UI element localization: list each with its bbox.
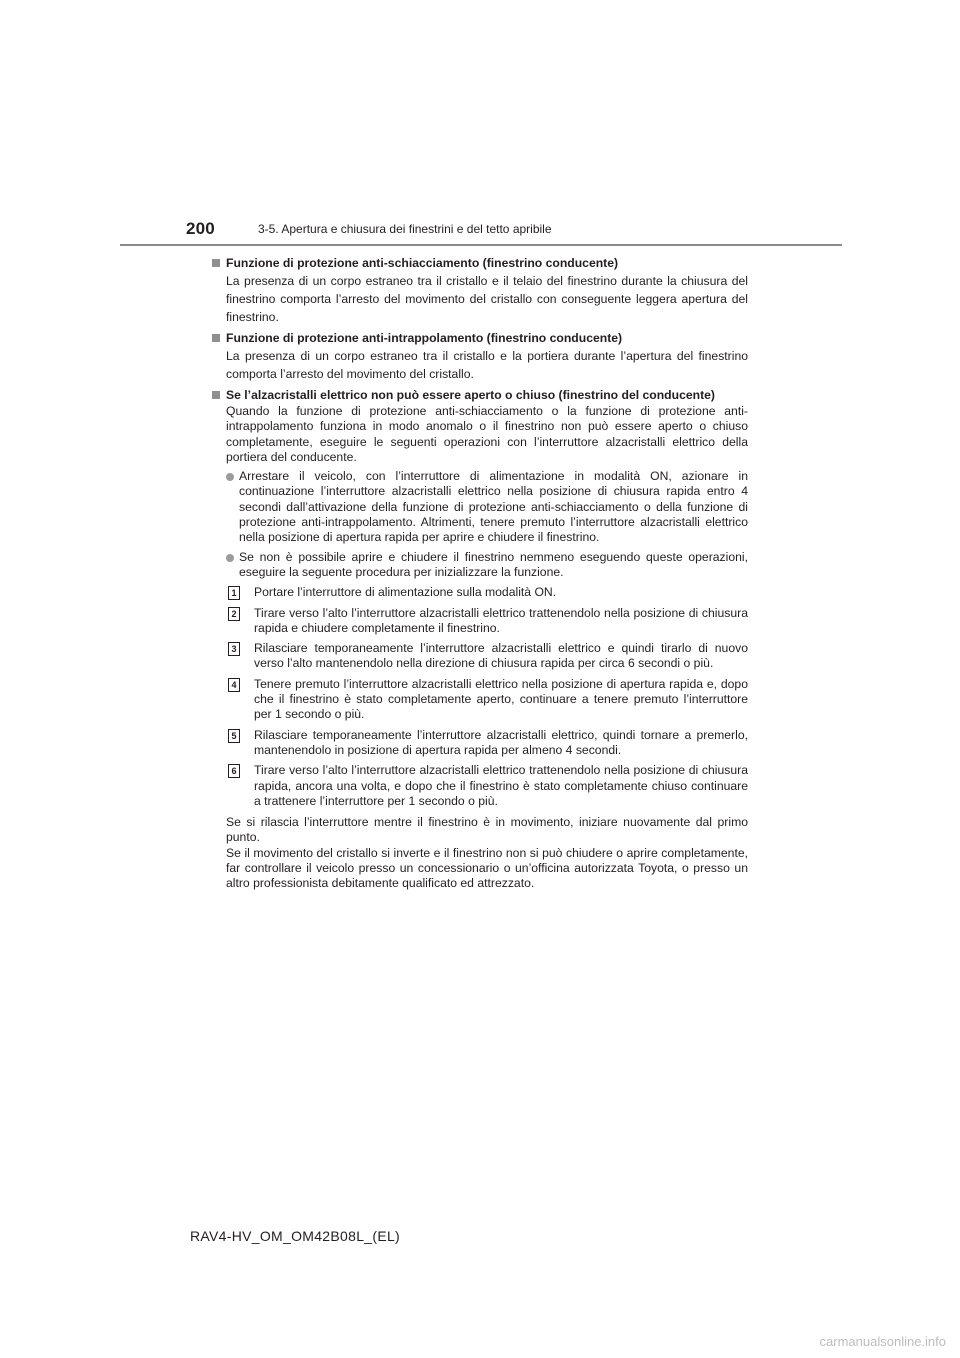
section-text: La presenza di un corpo estraneo tra il cristallo e la portiera durante l’apertura del finestrino comporta l’arresto del movimento del cristallo.	[226, 349, 748, 381]
procedure-step	[228, 585, 748, 600]
procedure-step	[228, 763, 748, 809]
document-code: RAV4-HV_OM_OM42B08L_(EL)	[190, 1228, 401, 1244]
procedure-step	[228, 677, 748, 723]
square-bullet-icon	[212, 391, 220, 399]
watermark: carmanualsonline.info	[819, 1334, 946, 1349]
step-number: 6	[228, 764, 240, 778]
procedure-step	[228, 728, 748, 759]
section-anti-entrapment	[212, 329, 748, 383]
square-bullet-icon	[212, 334, 220, 342]
round-bullet-icon	[226, 473, 234, 481]
step-number: 1	[228, 586, 240, 600]
step-text: Rilasciare temporaneamente l’interruttore alzacristalli elettrico e quindi tirarlo di nuovo verso l’alto mantenendolo nella direzione di chiusura rapida per circa 6 secondi o più.	[254, 641, 748, 671]
page-header	[186, 219, 846, 247]
step-number: 5	[228, 729, 240, 743]
section-title: 3-5. Apertura e chiusura dei finestrini e del tetto apribile	[258, 222, 552, 236]
step-text: Rilasciare temporaneamente l’interruttore alzacristalli elettrico, quindi tornare a premerlo, mantenendolo in posizione di apertura rapida per almeno 4 secondi.	[254, 727, 748, 757]
procedure-step	[228, 606, 748, 637]
page-content	[212, 254, 748, 895]
step-text: Portare l’interruttore di alimentazione sulla modalità ON.	[254, 585, 557, 600]
section-heading: Funzione di protezione anti-schiacciamento (finestrino conducente)	[212, 254, 748, 272]
page-number: 200	[186, 219, 215, 238]
section-window-malfunction	[212, 386, 748, 892]
step-text: Tirare verso l’alto l’interruttore alzacristalli elettrico trattenendolo nella posizione di chiusura rapida, ancora una volta, e dopo che il finestrino è stato completamente chiuso continuare a trattenere l’interruttore per 1 secondo o più.	[254, 763, 748, 808]
round-bullet-icon	[226, 554, 234, 562]
step-number: 4	[228, 678, 240, 692]
square-bullet-icon	[212, 259, 220, 267]
note-line: Se si rilascia l’interruttore mentre il finestrino è in movimento, iniziare nuovamente dal primo punto.	[226, 815, 748, 845]
section-text: Quando la funzione di protezione anti-schiacciamento o la funzione di protezione anti-intrappolamento funziona in modo anomalo o il finestrino non può essere aperto o chiuso completamente, eseguire le seguenti operazioni con l’interruttore alzacristalli elettrico della portiera del conducente.	[226, 404, 748, 464]
procedure-step	[228, 641, 748, 672]
note-line: Se il movimento del cristallo si inverte e il finestrino non si può chiudere o aprire completamente, far controllare il veicolo presso un concessionario o un’officina autorizzata Toyota, o presso un altro professionista debitamente qualificato ed attrezzato.	[226, 845, 748, 891]
step-number: 3	[228, 642, 240, 656]
procedure-note	[226, 815, 748, 891]
header-divider	[120, 244, 842, 246]
list-item: Arrestare il veicolo, con l’interruttore di alimentazione in modalità ON, azionare in continuazione l’interruttore alzacristalli elettrico nella posizione di chiusura rapida entro 4 secondi dall’attivazione della funzione di protezione anti-schiacciamento o della funzione di protezione anti-intrappolamento. Altrimenti, tenere premuto l’interruttore alzacristalli elettrico nella posizione di apertura rapida per aprire e chiudere il finestrino.	[226, 469, 748, 545]
list-item: Se non è possibile aprire e chiudere il finestrino nemmeno eseguendo queste operazioni, eseguire la seguente procedura per inizializzare la funzione.	[226, 550, 748, 581]
step-text: Tirare verso l’alto l’interruttore alzacristalli elettrico trattenendolo nella posizione di chiusura rapida e chiudere completamente il finestrino.	[254, 605, 748, 635]
step-number: 2	[228, 607, 240, 621]
step-text: Tenere premuto l’interruttore alzacristalli elettrico nella posizione di apertura rapida e, dopo che il finestrino è stato completamente aperto, continuare a tenere premuto l’interruttore per 1 secondo o più.	[254, 676, 748, 722]
section-anti-pinch	[212, 254, 748, 326]
section-text: La presenza di un corpo estraneo tra il cristallo e il telaio del finestrino durante la chiusura del finestrino comporta l’arresto del movimento del cristallo con conseguente leggera apertura del finestrino.	[226, 274, 748, 324]
section-heading: Se l’alzacristalli elettrico non può essere aperto o chiuso (finestrino del conducente)	[212, 386, 748, 404]
section-heading: Funzione di protezione anti-intrappolamento (finestrino conducente)	[212, 329, 748, 347]
